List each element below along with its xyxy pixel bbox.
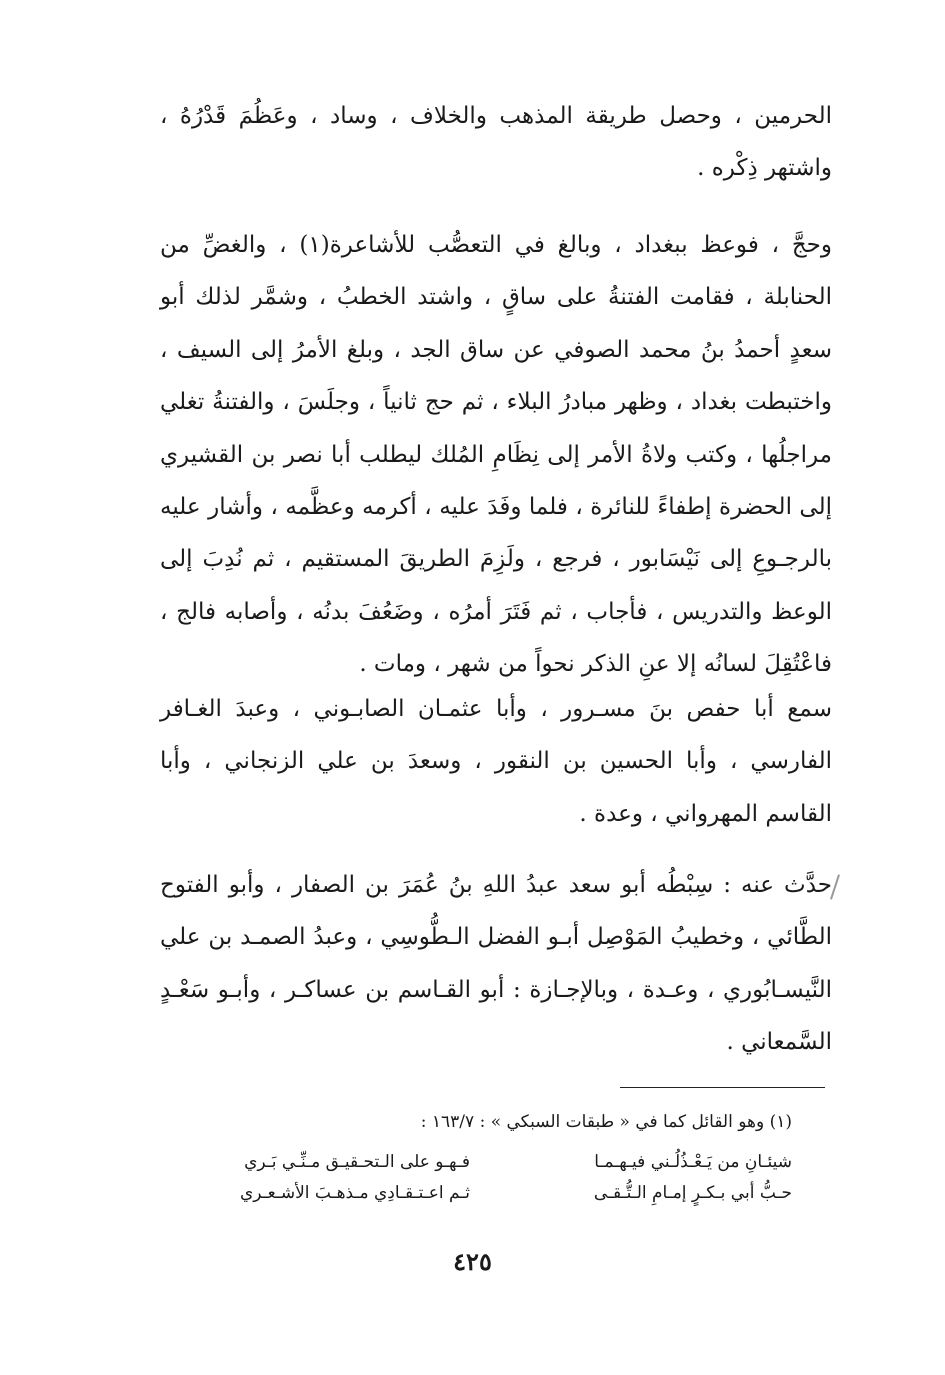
footnote-verse [200, 1148, 792, 1176]
paragraph-3: سمع أبا حفص بنَ مسـرور ، وأبا عثمـان الصابـوني ، وعبدَ الغـافر الفارسي ، وأبا الحسين بن النقور ، وسعدَ بن علي الزنجاني ، وأبا القاسم المهرواني ، وعدة . [160, 696, 832, 827]
footnote-intro: (١) وهو القائل كما في « طبقات السبكي » : ١٦٣/٧ : [420, 1112, 792, 1132]
verse-second-hemistich: ثـم اعـتـقـادِي مـذهـبَ الأشـعـري [240, 1183, 470, 1203]
paragraph-1: الحرمين ، وحصل طريقة المذهب والخلاف ، وساد ، وعَظُمَ قَدْرُهُ ، واشتهر ذِكْره . [160, 103, 832, 182]
verse-first-hemistich: حـبُّ أبي بـكـرٍ إمـامِ الـتُّـقـى [593, 1183, 792, 1203]
verse-first-hemistich: شيئـانِ من يَـعْـذُلُـني فيـهـمـا [594, 1152, 792, 1172]
footnote-verse [200, 1179, 792, 1207]
page-number: ٤٢٥ [453, 1247, 492, 1276]
footnote-divider [620, 1087, 825, 1088]
verse-second-hemistich: فـهـو على الـتحـقيـق مـنِّـي بَـري [244, 1152, 470, 1172]
paragraph-2: وحجَّ ، فوعظ ببغداد ، وبالغ في التعصُّب للأشاعرة(١) ، والغضِّ من الحنابلة ، فقامت الفتنةُ على ساقٍ ، واشتد الخطبُ ، وشمَّر لذلك أبو سعدٍ أحمدُ بنُ محمد الصوفي عن ساق الجد ، وبلغ الأمرُ إلى السيف ، واختبطت بغداد ، وظهر مبادرُ البلاء ، ثم حج ثانياً ، وجلَسَ ، والفتنةُ تغلي مراجلُها ، وكتب ولاةُ الأمر إلى نِظَامِ المُلك ليطلب أبا نصر بن القشيري إلى الحضرة إطفاءً للنائرة ، فلما وفَدَ عليه ، أكرمه وعظَّمه ، وأشار عليه بالرجـوعِ إلى نَيْسَابور ، فرجع ، ولَزِمَ الطريقَ المستقيم ، ثم نُدِبَ إلى الوعظ والتدريس ، فأجاب ، ثم فَتَرَ أمرُه ، وضَعُفَ بدنُه ، وأصابه فالج ، فاعْتُقِلَ لسانُه إلا عنِ الذكر نحواً من شهر ، ومات . [160, 232, 832, 678]
paragraph-4: حدَّث عنه : سِبْطُه أبو سعد عبدُ اللهِ بنُ عُمَرَ بن الصفار ، وأبو الفتوح الطَّائي ، وخطيبُ المَوْصِل أبـو الفضل الـطُّوسِي ، وعبدُ الصمـد بن علي النَّيسـابُوري ، وعـدة ، وبالإجـازة : أبو القـاسم بن عساكـر ، وأبـو سَعْـدٍ السَّمعاني . [160, 872, 832, 1056]
